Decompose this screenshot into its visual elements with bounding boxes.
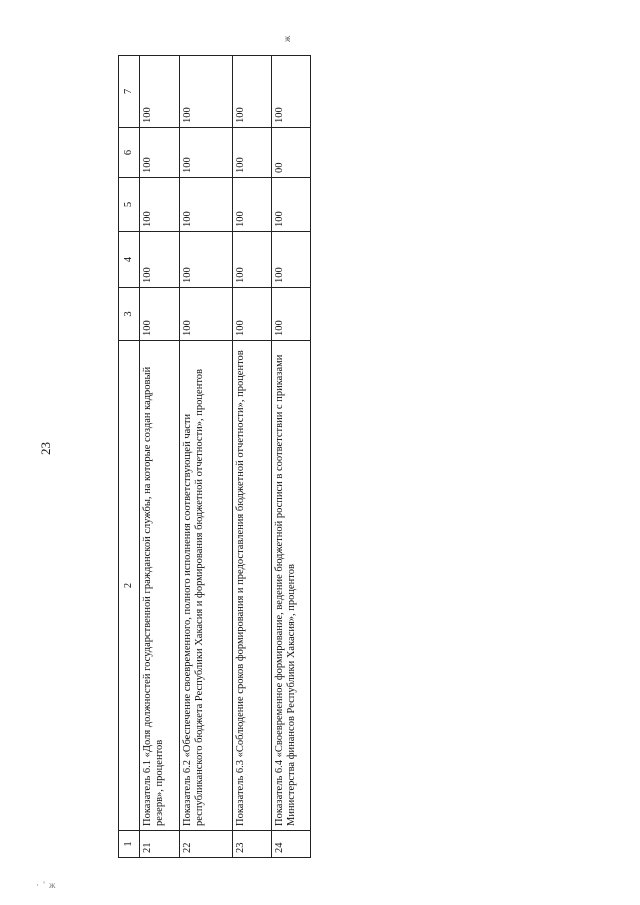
header-cell: 1 [119,831,140,858]
row-number: 24 [272,831,311,858]
indicator-table [118,55,311,858]
value-cell: 100 [140,288,180,341]
value-cell: 100 [272,232,311,288]
value-cell: 100 [140,56,180,128]
page-number: 23 [38,442,53,455]
header-cell: 6 [119,128,140,178]
value-cell: 100 [233,288,272,341]
value-cell: 100 [180,288,233,341]
rotated-table-container [118,56,311,858]
header-cell: 4 [119,232,140,288]
value-cell: 100 [140,178,180,232]
value-cell: 100 [180,56,233,128]
value-cell: 100 [233,128,272,178]
table-row [233,56,272,858]
value-cell: 100 [180,178,233,232]
value-cell: 100 [272,178,311,232]
value-cell: 100 [180,232,233,288]
table-row [180,56,233,858]
value-cell: 100 [272,56,311,128]
table-header-row [119,56,140,858]
indicator-description: Показатель 6.2 «Обеспечение своевременного, полного исполнения соответствующей части республиканского бюджета Республики Хакасия и формирования бюджетной отчетности», процентов [180,341,233,831]
value-cell: 100 [140,128,180,178]
header-cell: 3 [119,288,140,341]
value-cell: 100 [140,232,180,288]
table-row [140,56,180,858]
indicator-description: Показатель 6.1 «Доля должностей государственной гражданской службы, на которые создан кадровый резерв», процентов [140,341,180,831]
value-cell: 100 [180,128,233,178]
value-cell: 100 [272,288,311,341]
indicator-description: Показатель 6.4 «Своевременное формирование, ведение бюджетной росписи в соответствии с приказами Министерства финансов Республики Хакасия», процентов [272,341,311,831]
table-row [272,56,311,858]
indicator-description: Показатель 6.3 «Соблюдение сроков формирования и предоставления бюджетной отчетности», процентов [233,341,272,831]
value-cell: 100 [233,56,272,128]
row-number: 22 [180,831,233,858]
value-cell: 100 [233,178,272,232]
header-cell: 2 [119,341,140,831]
row-number: 23 [233,831,272,858]
scan-mark-top: ж [282,35,292,42]
header-cell: 7 [119,56,140,128]
scan-mark-bottom: · ' ж [36,880,57,890]
value-cell: 00 [272,128,311,178]
header-cell: 5 [119,178,140,232]
row-number: 21 [140,831,180,858]
value-cell: 100 [233,232,272,288]
